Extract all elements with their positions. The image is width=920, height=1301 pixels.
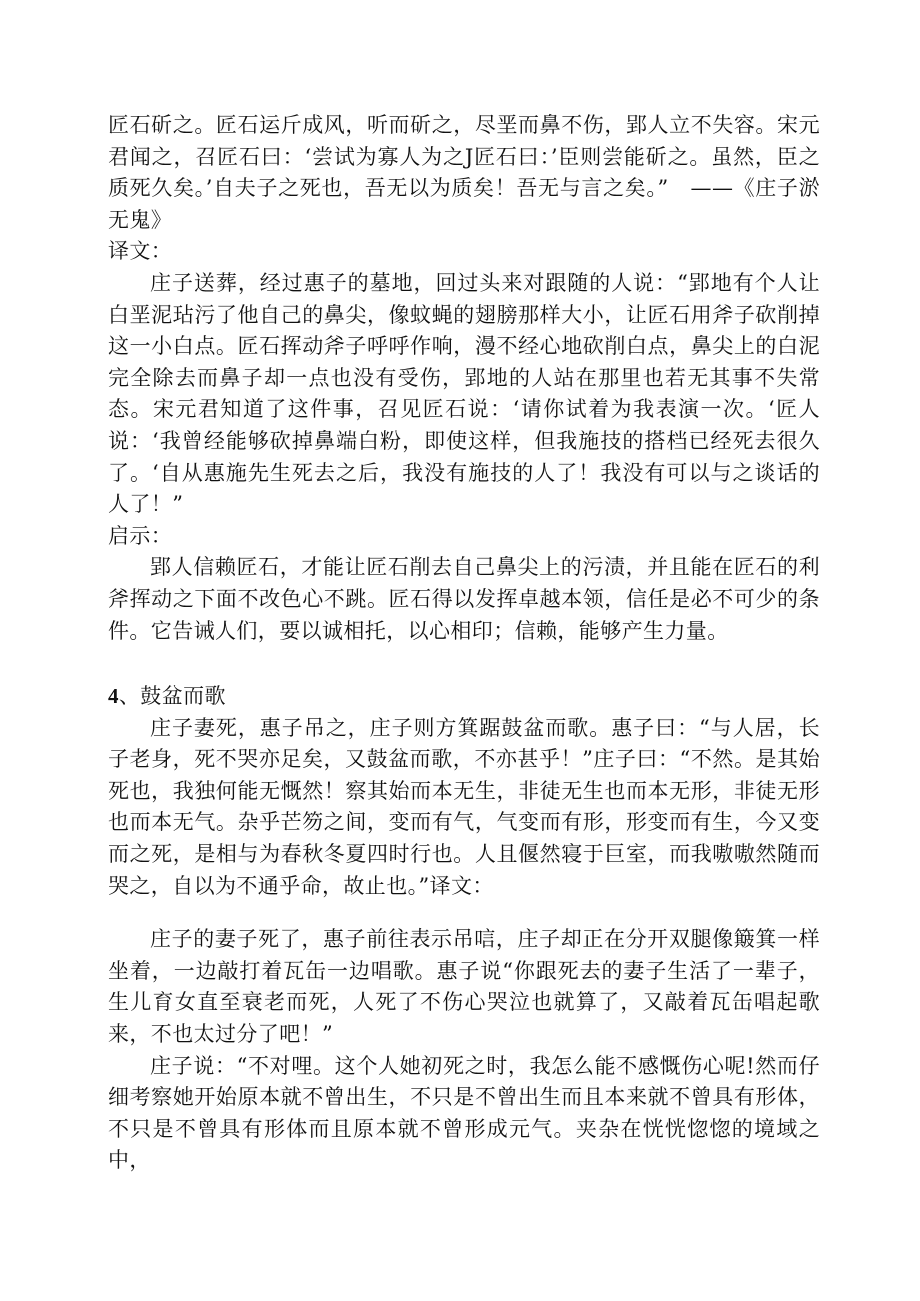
passage-translation: 庄子送葬，经过惠子的墓地，回过头来对跟随的人说：“郢地有个人让白垩泥玷污了他自己的鼻尖，像蚊蝇的翅膀那样大小，让匠石用斧子砍削掉这一小白点。匠石挥动斧子呼呼作响，漫不经心地砍削白点，鼻尖上的白泥完全除去而鼻子却一点也没有受伤，郢地的人站在那里也若无其事不失常态。宋元君知道了这件事，召见匠石说：‘请你试着为我表演一次。‘匠人说：‘我曾经能够砍掉鼻端白粉，即使这样，但我施技的搭档已经死去很久了。‘自从惠施先生死去之后，我没有施技的人了！我没有可以与之谈话的人了！” — [108, 270, 820, 517]
passage-insight: 郢人信赖匠石，才能让匠石削去自己鼻尖上的污渍，并且能在匠石的利斧挥动之下面不改色心不跳。匠石得以发挥卓越本领，信任是必不可少的条件。它告诫人们，要以诚相托，以心相印；信赖，能够产生力量。 — [108, 555, 820, 643]
section-original-text: 庄子妻死，惠子吊之，庄子则方箕踞鼓盆而歌。惠子曰：“与人居，长子老身，死不哭亦足矣，又鼓盆而歌，不亦甚乎！”庄子曰：“不然。是其始死也，我独何能无慨然！察其始而本无生，非徒无生也而本无形，非徒无形也而本无气。杂乎芒笏之间，变而有气，气变而有形，形变而有生，今又变而之死，是相与为春秋冬夏四时行也。人且偃然寝于巨室，而我嗷嗷然随而哭之，自以为不通乎命，故止也。”译文： — [108, 715, 820, 898]
section-number: 4 — [108, 684, 119, 709]
section-heading — [108, 681, 820, 713]
section-translation-paragraph-2: 庄子说：“不对哩。这个人她初死之时，我怎么能不感慨伤心呢!然而仔细考察她开始原本就不曾出生，不只是不曾出生而且本来就不曾具有形体，不只是不曾具有形体而且原本就不曾形成元气。夹杂在恍恍惚惚的境域之中， — [108, 1053, 820, 1173]
insight-label: 启示： — [108, 523, 173, 548]
section-spacer — [108, 647, 820, 681]
paragraph-spacer — [108, 902, 820, 924]
section-title-text: 、鼓盆而歌 — [118, 684, 226, 709]
passage-original-tail: 匠石斫之。匠石运斤成风，听而斫之，尽垩而鼻不伤，郢人立不失容。宋元君闻之，召匠石曰：‘尝试为寡人为之J匠石曰：’臣则尝能斫之。虽然，臣之质死久矣。’自夫子之死也，吾无以为质矣！吾无与言之矣。” ——《庄子淤无鬼》 — [108, 113, 820, 232]
translation-label: 译文： — [108, 239, 173, 264]
document-page — [108, 110, 820, 1177]
section-translation-paragraph-1: 庄子的妻子死了，惠子前往表示吊唁，庄子却正在分开双腿像簸箕一样坐着，一边敲打着瓦缶一边唱歌。惠子说“你跟死去的妻子生活了一辈子，生儿育女直至衰老而死，人死了不伤心哭泣也就算了，又敲着瓦缶唱起歌来，不也太过分了吧！” — [108, 927, 820, 1047]
